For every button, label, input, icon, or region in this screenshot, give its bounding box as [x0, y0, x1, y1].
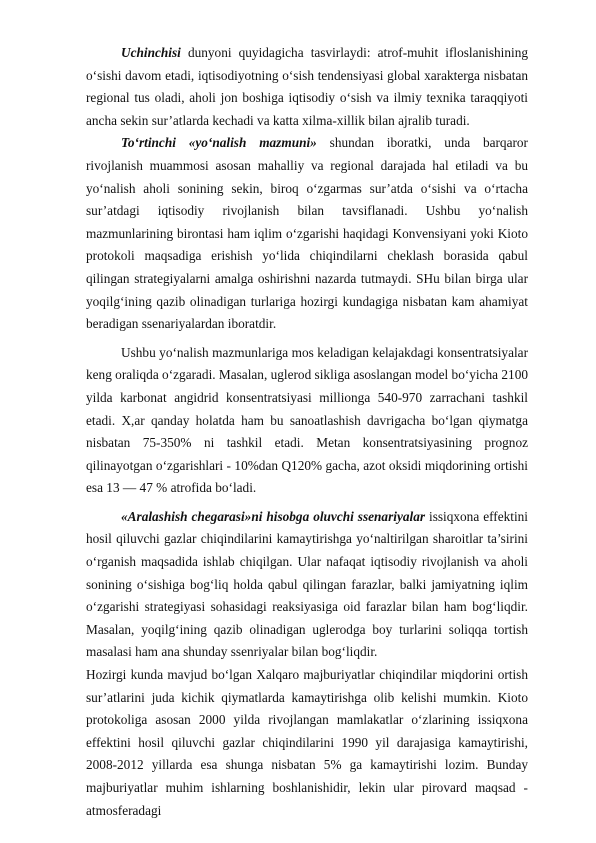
- paragraph-international-obligations: [86, 664, 528, 822]
- paragraph-fourth-scenario: [86, 132, 528, 335]
- paragraph-mixing-boundary: [86, 506, 528, 664]
- paragraph-text: shundan iboratki, unda barqaror rivojlanish muammosi asosan mahalliy va regional darajada hal etiladi va bu yo‘nalish aholi sonining sekin, biroq o‘zgarmas sur’atda o‘sishi va o‘rtacha sur’atdagi iqtisodiy rivojlanish bilan tavsiflanadi. Ushbu yo‘nalish mazmunlarining birontasi ham iqlim o‘zgarishi haqidagi Konvensiyani yoki Kioto protokoli maqsadiga erishish yo‘lida chiqindilarni cheklash borasida qabul qilingan strategiyalarni amalga oshirishni nazarda tutmaydi. SHu bilan birga ular yoqilg‘ining qazib olinadigan turlariga hozirgi kundagiga nisbatan kam ahamiyat beradigan ssenariyalardan iboratdir.: [86, 135, 528, 332]
- body-text: [86, 42, 528, 822]
- paragraph-text: Ushbu yo‘nalish mazmunlariga mos keladigan kelajakdagi konsentratsiyalar keng oraliqda o‘zgaradi. Masalan, uglerod sikliga asoslangan model bo‘yicha 2100 yilda karbonat angidrid konsentratsiyasi millionga 540-970 zarrachani tashkil etadi. X,ar qanday holatda ham bu sanoatlashish davrigacha bo‘lgan qiymatga nisbatan 75-350% ni tashkil etadi. Metan konsentratsiyasining prognoz qilinayotgan o‘zgarishlari - 10%dan Q120% gacha, azot oksidi miqdorining ortishi esa 13 — 47 % atrofida bo‘ladi.: [86, 344, 528, 496]
- paragraph-lead: «Aralashish chegarasi»ni hisobga oluvchi ssenariyalar: [121, 508, 426, 524]
- paragraph-text: dunyoni quyidagicha tasvirlaydi: atrof-muhit ifloslanishining o‘sishi davom etadi, iqtisodiyotning o‘sish tendensiyasi global xarakterga nisbatan regional tus oladi, aholi jon boshiga iqtisodiy o‘sish va ilmiy texnika taraqqiyoti ancha sekin sur’atlarda kechadi va katta xilma-xillik bilan ajralib turadi.: [86, 45, 528, 128]
- paragraph-text: issiqxona effektini hosil qiluvchi gazlar chiqindilarini kamaytirishga yo‘naltirilgan sharoitlar ta’sirini o‘rganish maqsadida ishlab chiqilgan. Ular nafaqat iqtisodiy rivojlanish va aholi sonining o‘sishiga bog‘liq holda qabul qilingan farazlar, balki jamiyatning iqlim o‘zgarishi strategiyasi sohasidagi reaksiyasiga oid farazlar bilan ham bog‘liqdir. Masalan, yoqilg‘ining qazib olinadigan uglerodga boy turlarini soliqqa tortish masalasi ham ana shunday ssenriyalar bilan bog‘liqdir.: [86, 508, 528, 660]
- paragraph-text: Hozirgi kunda mavjud bo‘lgan Xalqaro majburiyatlar chiqindilar miqdorini ortish sur’atlarini juda kichik qiymatlarda kamaytirishga olib kelishi mumkin. Kioto protokoliga asosan 2000 yilda rivojlangan mamlakatlar o‘zlarining issiqxona effektini hosil qiluvchi gazlar chiqindilarini 1990 yil darajasiga kamaytirishi, 2008-2012 yillarda esa shunga nisbatan 5% ga kamaytirishi lozim. Bunday majburiyatlar muhim ishlarning boshlanishidir, lekin ular pirovard maqsad - atmosferadagi: [86, 667, 528, 818]
- paragraph-lead: Uchinchisi: [121, 45, 181, 60]
- paragraph-third-scenario: [86, 42, 528, 132]
- paragraph-lead: To‘rtinchi «yo‘nalish mazmuni»: [121, 135, 317, 151]
- paragraph-concentrations: [86, 342, 528, 500]
